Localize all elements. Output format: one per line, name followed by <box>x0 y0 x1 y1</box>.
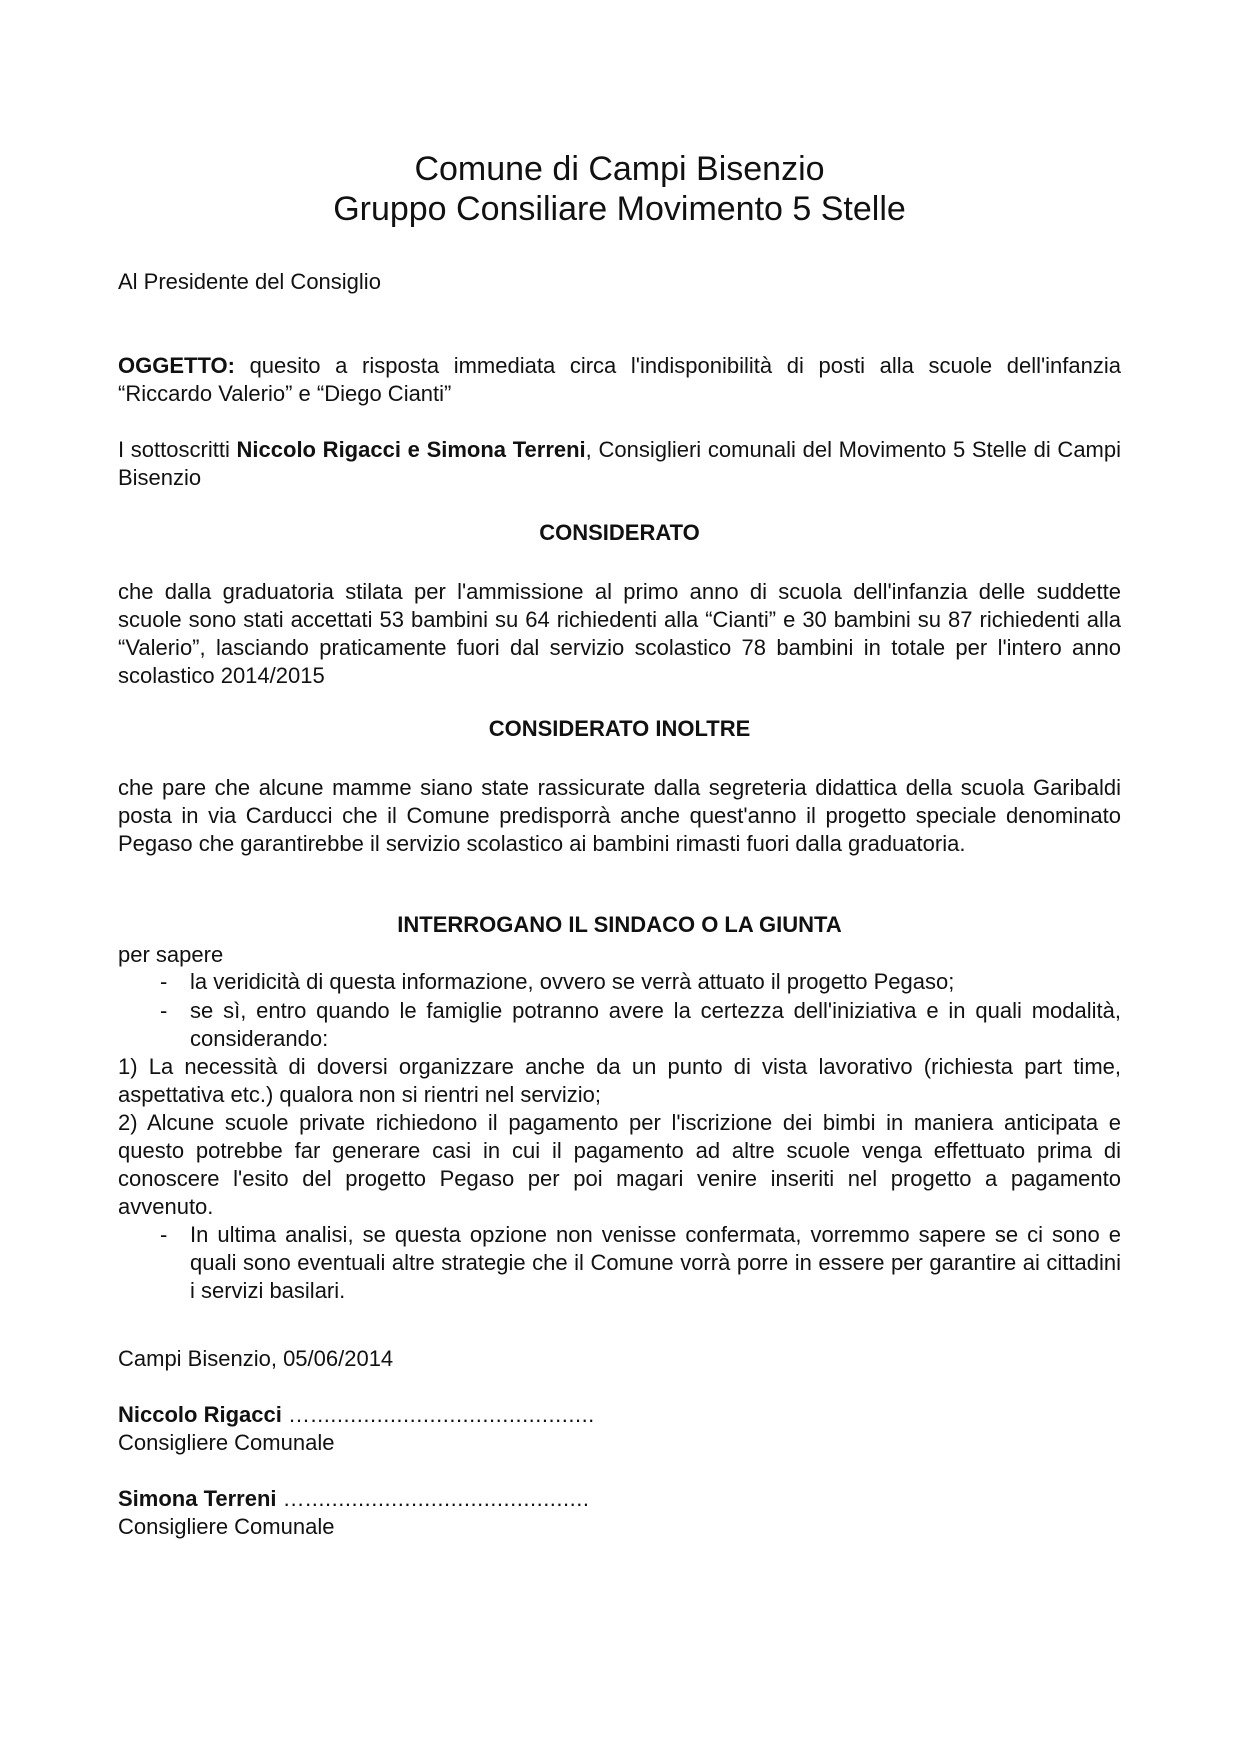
list-item-text: se sì, entro quando le famiglie potranno avere la certezza dell'iniziativa e in quali modalità, considerando: <box>190 998 1121 1051</box>
subject-label: OGGETTO: <box>118 353 235 378</box>
header-group: Gruppo Consiliare Movimento 5 Stelle <box>333 190 906 228</box>
section-paragraph-considerato: che dalla graduatoria stilata per l'ammissione al primo anno di scuola dell'infanzia delle suddette scuole sono stati accettati 53 bambini su 64 richiedenti alla “Cianti” e 30 bambini su 87 richiedenti alla “Valerio”, lasciando praticamente fuori dal servizio scolastico 78 bambini in totale per l'intero anno scolastico 2014/2015 <box>118 579 1121 688</box>
list-marker: - <box>160 1222 168 1247</box>
section-heading-interrogano: INTERROGANO IL SINDACO O LA GIUNTA <box>397 912 842 937</box>
section-heading-considerato: CONSIDERATO <box>539 520 700 545</box>
section-heading-considerato-inoltre: CONSIDERATO INOLTRE <box>488 716 751 741</box>
list-item-text: In ultima analisi, se questa opzione non venisse confermata, vorremmo sapere se ci sono e quali sono eventuali altre strategie che il Comune vorrà porre in essere per garantire ai cittadini i servizi basilari. <box>190 1222 1121 1303</box>
signature-line <box>118 1401 1121 1429</box>
section-paragraph-considerato-inoltre: che pare che alcune mamme siano state rassicurate dalla segreteria didattica della scuola Garibaldi posta in via Carducci che il Comune predisporrà anche quest'anno il progetto speciale denominato Pegaso che garantirebbe il servizio scolastico ai bambini rimasti fuori dalla graduatoria. <box>118 775 1121 856</box>
intro-suffix: , Consiglieri comunali del Movimento 5 Stelle di Campi Bisenzio <box>118 437 1121 490</box>
subject-text: quesito a risposta immediata circa l'indisponibilità di posti alla scuole dell'infanzia “Riccardo Valerio” e “Diego Cianti” <box>118 353 1121 406</box>
list-item <box>118 968 1121 996</box>
signatory-name: Simona Terreni <box>118 1486 277 1511</box>
header-municipality: Comune di Campi Bisenzio <box>414 150 825 188</box>
signature-line <box>118 1485 1121 1513</box>
list-marker: - <box>160 998 168 1023</box>
signature-dotted-line: …........................................... <box>282 1486 590 1511</box>
list-item <box>118 997 1121 1053</box>
request-lead: per sapere <box>118 942 224 967</box>
subject-paragraph <box>118 352 1121 408</box>
signatory-role: Consigliere Comunale <box>118 1514 335 1539</box>
place-date: Campi Bisenzio, 05/06/2014 <box>118 1346 394 1371</box>
intro-paragraph <box>118 436 1121 492</box>
numbered-point-1: 1) La necessità di doversi organizzare anche da un punto di vista lavorativo (richiesta part time, aspettativa etc.) qualora non si rientri nel servizio; <box>118 1054 1121 1107</box>
numbered-point-2: 2) Alcune scuole private richiedono il pagamento per l'iscrizione dei bimbi in maniera anticipata e questo potrebbe far generare casi in cui il pagamento ad altre scuole venga effettuato prima di conoscere l'esito del progetto Pegaso per poi magari venire inseriti nel progetto a pagamento avvenuto. <box>118 1110 1121 1219</box>
intro-names: Niccolo Rigacci e Simona Terreni <box>236 437 586 462</box>
signatory-name: Niccolo Rigacci <box>118 1402 282 1427</box>
intro-prefix: I sottoscritti <box>118 437 237 462</box>
list-item <box>118 1221 1121 1305</box>
list-item-text: la veridicità di questa informazione, ovvero se verrà attuato il progetto Pegaso; <box>190 969 955 994</box>
recipient: Al Presidente del Consiglio <box>118 269 381 294</box>
signature-dotted-line: …........................................... <box>287 1402 595 1427</box>
list-marker: - <box>160 969 168 994</box>
signatory-role: Consigliere Comunale <box>118 1430 335 1455</box>
